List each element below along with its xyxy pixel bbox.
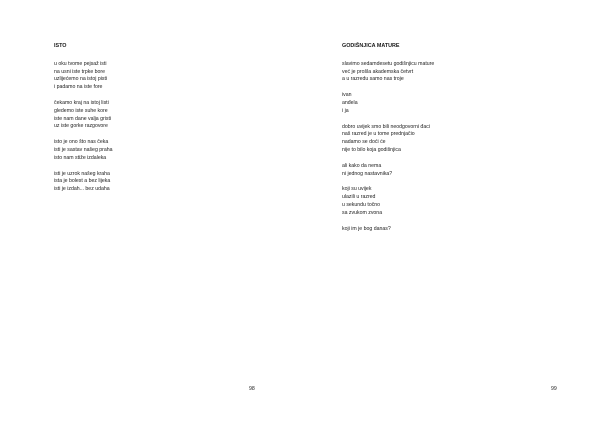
poem-line: anđela xyxy=(342,99,358,106)
stanza xyxy=(342,61,434,84)
stanza xyxy=(54,171,113,194)
poem-line: ivan xyxy=(342,92,352,99)
poem-line: isti je uzrok našeg kraha xyxy=(54,170,110,177)
poem-line: nije to bilo koja godišnjica xyxy=(342,146,401,153)
poem-line: u sekundu točno xyxy=(342,201,381,208)
poem-line: iste nam dane valja gristi xyxy=(54,115,112,122)
stanza xyxy=(342,92,434,115)
stanza xyxy=(54,100,113,131)
stanza xyxy=(54,139,113,162)
poem-line: dobro uvijek smo bili neodgovorni đaci xyxy=(342,123,430,130)
poem-line: isti je sastav našeg praha xyxy=(54,146,113,153)
poem-line: već je prošla akademska četvrt xyxy=(342,68,414,75)
poem-line: ista je bolest a bez lijeka xyxy=(54,178,111,185)
poem-line: uzlijećemo na istoj pisti xyxy=(54,76,108,83)
poem-line: na usni iste trpke bore xyxy=(54,68,106,75)
poem-line: uz iste gorke razgovore xyxy=(54,123,108,130)
stanza xyxy=(342,124,434,155)
poem-title: GODIŠNJICA MATURE xyxy=(342,43,400,49)
poem-line: čekamo kraj na istoj listi xyxy=(54,99,109,106)
poem-line: a u razredu samo nas troje xyxy=(342,76,404,83)
poem-line: ni jednog nastavnika? xyxy=(342,170,393,177)
stanza xyxy=(342,186,434,217)
page-number: 99 xyxy=(551,386,557,392)
poem-line: koji im je bog danas? xyxy=(342,225,391,232)
poem-line: isto nam stiže izdaleka xyxy=(54,154,107,161)
right-page xyxy=(300,0,600,423)
poem-line: gledemo iste suhe kore xyxy=(54,107,108,114)
poem-line: i padamo na iste fore xyxy=(54,84,103,91)
poem-line: isti je izdah... bez udaha xyxy=(54,186,110,193)
poem-line: sa zvukom zvona xyxy=(342,209,383,216)
stanza xyxy=(342,163,434,179)
poem-line: u oku tvome pejsaž isti xyxy=(54,60,107,67)
poem-line: i ja xyxy=(342,107,349,114)
poem-line: ali kako da nema xyxy=(342,162,382,169)
poem-line: nadamo se doći će xyxy=(342,139,386,146)
poem-isto xyxy=(54,43,113,202)
poem-line: isto je ono što nas čeka xyxy=(54,139,109,146)
stanza xyxy=(342,226,434,234)
poem-line: naš razred je u tome prednjačio xyxy=(342,131,415,138)
poem-title: ISTO xyxy=(54,43,67,49)
stanza xyxy=(54,61,113,92)
poem-line: slavimo sedamdesetu godišnjicu mature xyxy=(342,60,435,67)
poem-line: koji su uvijek xyxy=(342,186,372,193)
page-number: 98 xyxy=(249,386,255,392)
poem-godisnjica-mature xyxy=(342,43,434,241)
poem-line: ulazili u razred xyxy=(342,194,376,201)
